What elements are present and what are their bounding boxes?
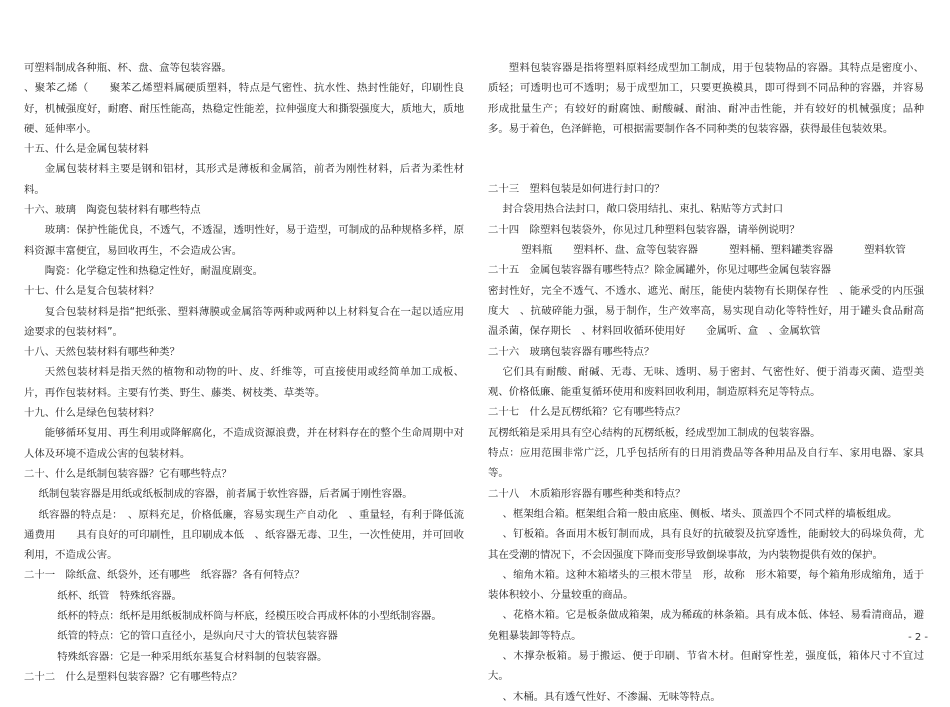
paragraph: 封合袋用热合法封口，敞口袋用结扎、束扎、粘贴等方式封口 — [502, 203, 784, 216]
right-column-top — [488, 58, 924, 139]
paragraph: 复合包装材料是指“把纸张、塑料薄膜或金属箔等两种或两种以上材料复合在一起以适应用途要求的包装材料”。 — [24, 305, 464, 338]
paragraph: 二十八 木质箱形容器有哪些种类和特点？ — [488, 487, 686, 500]
paragraph: 、木撑杂板箱。易于搬运、便于印刷、节省木材。但耐穿性差，强度低，箱体尺寸不宜过大。 — [488, 650, 924, 683]
paragraph: 玻璃：保护性能优良，不透气，不透湿，透明性好，易于造型，可制成的品种规格多样，原料资源丰富便宜，易回收再生，不会造成公害。 — [24, 224, 464, 257]
paragraph: 二十五 金属包装容器有哪些特点？除金属罐外，你见过哪些金属包装容器 — [488, 264, 831, 277]
paragraph: 天然包装材料是指天然的植物和动物的叶、皮、纤维等，可直接使用或经简单加工成板、片，再作包装材料。主要有竹类、野生、藤类、树枝类、草类等。 — [24, 366, 464, 399]
paragraph: 、木桶。具有透气性好、不渗漏、无味等特点。 — [502, 690, 721, 703]
paragraph: 二十、什么是纸制包装容器？它有哪些特点？ — [24, 467, 232, 480]
paragraph: 纸杯的特点：纸杯是用纸板制成杯筒与杯底，经模压咬合再成杯体的小型纸制容器。 — [57, 610, 442, 623]
paragraph: 十六、玻璃 陶瓷包装材料有哪些特点 — [24, 204, 201, 217]
paragraph: 、钉板箱。各面用木板钉制而成，具有良好的抗破裂及抗穿透性，能耐较大的码垛负荷，尤其在受潮的情况下，不会因强度下降而变形导致倒垛事故，为内装物提供有效的保护。 — [488, 528, 924, 561]
column-gap — [488, 139, 924, 179]
paragraph: 纸杯、纸管 特殊纸容器。 — [57, 589, 182, 602]
paragraph: 特点：应用范围非常广泛，几乎包括所有的日用消费品等各种用品及自行车、家用电器、家具等。 — [488, 447, 924, 480]
paragraph: 、聚苯乙烯（ 聚苯乙烯塑料属硬质塑料，特点是气密性、抗水性、热封性能好，印刷性良好，机械强度好，耐磨、耐压性能高，热稳定性能差，拉伸强度大和撕裂强度大，质地大，质地硬、延伸率小。 — [24, 82, 464, 135]
paragraph: 陶瓷：化学稳定性和热稳定性好，耐温度剧变。 — [44, 264, 263, 277]
paragraph: 二十七 什么是瓦楞纸箱？它有哪些特点？ — [488, 406, 686, 419]
paragraph: 十九、什么是绿色包装材料？ — [24, 407, 160, 420]
paragraph: 、框架组合箱。框架组合箱一般由底座、侧板、堵头、顶盖四个不同式样的墙板组成。 — [502, 507, 898, 520]
paragraph: 十七、什么是复合包装材料？ — [24, 285, 160, 298]
paragraph: 金属包装材料主要是钢和铝材，其形式是薄板和金属箔，前者为刚性材料，后者为柔性材料。 — [24, 163, 464, 196]
paragraph: 瓦楞纸箱是采用具有空心结构的瓦楞纸板，经成型加工制成的包装容器。 — [488, 426, 821, 439]
page-number: - 2 - — [908, 632, 928, 643]
paragraph: 二十二 什么是塑料包装容器？它有哪些特点？ — [24, 670, 243, 683]
paragraph: 十五、什么是金属包装材料 — [24, 143, 149, 156]
right-column — [488, 58, 924, 707]
paragraph: 二十四 除塑料包装袋外，你见过几种塑料包装容器，请举例说明？ — [488, 223, 800, 236]
right-column-bottom — [488, 179, 924, 707]
paragraph: 二十三 塑料包装是如何进行封口的？ — [488, 183, 665, 196]
paragraph: 特殊纸容器：它是一种采用纸东基复合材料制的包装容器。 — [57, 650, 328, 663]
paragraph: 、花格木箱。它是板条做成箱架，成为稀疏的林条箱。具有成本低、体轻、易看清商品，避免粗暴装卸等特点。 — [488, 609, 924, 642]
paragraph: 十八、天然包装材料有哪些种类？ — [24, 346, 180, 359]
paragraph: 它们具有耐酸、耐碱、无毒、无味、透明、易于密封、气密性好、便于消毒灭菌、造型美观、价格低廉、能重复循环使用和废料回收利用，制造原料充足等特点。 — [488, 365, 924, 399]
paragraph: 纸容器的特点是： 、原料充足，价格低廉，容易实现生产自动化 、重量轻，有利于降低流通费用 具有良好的可印刷性，且印刷成本低 、纸容器无毒、卫生，一次性使用，并可回收利用，不造成公害。 — [24, 508, 464, 562]
paragraph: 密封性好，完全不透气、不透水、遮光、耐压，能使内装物有长期保存性 、能承受的内压强度大 、抗破碎能力强，易于制作，生产效率高，易实现自动化等特性好，用于罐头食品耐高温杀菌，保存期长 、材料回收循环使用好 金属听、盒 、金属软管 — [488, 284, 924, 338]
paragraph: 能够循环复用、再生利用或降解腐化，不造成资源浪费，并在材料存在的整个生命周期中对人体及环境不造成公害的包装材料。 — [24, 427, 464, 460]
paragraph: 塑料瓶 塑料杯、盘、盒等包装容器 塑料桶、塑料罐类容器 塑料软管 — [521, 244, 906, 257]
paragraph: 二十六 玻璃包装容器有哪些特点？ — [488, 345, 655, 358]
paragraph: 二十一 除纸盒、纸袋外，还有哪些 纸容器？各有何特点？ — [24, 569, 305, 582]
paragraph: 、缩角木箱。这种木箱堵头的三根木带呈 形，故称 形木箱要，每个箱角形成缩角，适于装体积较小、分量较重的商品。 — [488, 568, 924, 602]
paragraph: 纸管的特点：它的管口直径小，是纵向尺寸大的管状包装容器 — [57, 630, 338, 643]
paragraph: 塑料包装容器是指将塑料原料经成型加工制成，用于包装物品的容器。其特点是密度小、质轻；可透明也可不透明；易于成型加工，只要更换模具，即可得到不同品种的容器，并容易形成批量生产；有较好的耐腐蚀、耐酸碱、耐油、耐冲击性能，并有较好的机械强度；品种多。易于着色，色泽鲜艳，可根据需要制作各不同种类的包装容器，获得最佳包装效果。 — [488, 62, 924, 135]
paragraph: 可塑料制成各种瓶、杯、盘、盒等包装容器。 — [24, 62, 232, 74]
paragraph: 纸制包装容器是用纸或纸板制成的容器，前者属于软性容器，后者属于刚性容器。 — [38, 488, 413, 501]
left-column — [24, 58, 464, 687]
